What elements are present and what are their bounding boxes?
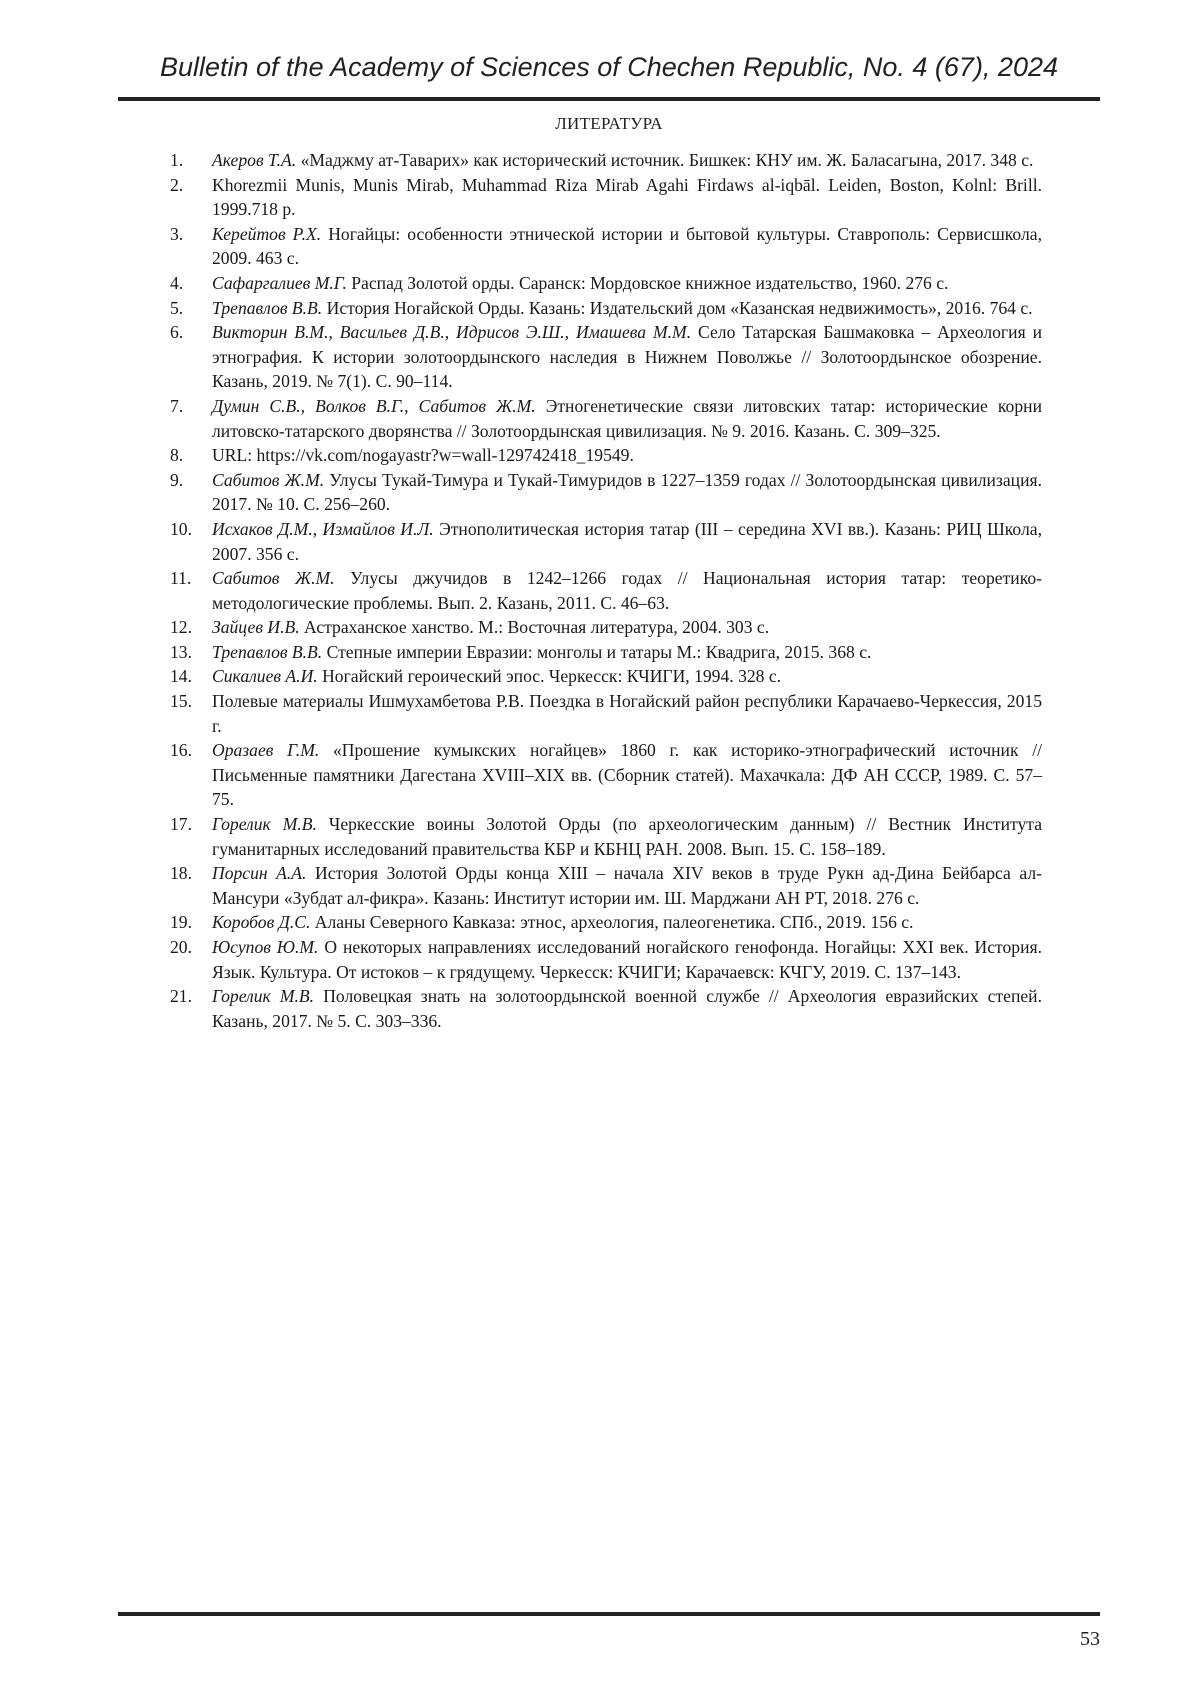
reference-text: Ногайцы: особенности этнической истории и бытовой культуры. Ставрополь: Сервисшкола, 2009. 463 с. bbox=[212, 223, 1042, 269]
reference-body bbox=[212, 320, 1042, 394]
reference-author: Горелик М.В. bbox=[212, 814, 317, 835]
reference-text: О некоторых направлениях исследований ногайского генофонда. Ногайцы: XXI век. История. Язык. Культура. От истоков – к грядущему. Черкесск: КЧИГИ; Карачаевск: КЧГУ, 2019. С. 137–143. bbox=[212, 937, 1042, 982]
reference-author: Порсин А.А. bbox=[212, 863, 307, 884]
journal-title: Bulletin of the Academy of Sciences of Chechen Republic, No. 4 (67), 2024 bbox=[159, 52, 1058, 82]
reference-body bbox=[212, 640, 1042, 665]
reference-text: Khorezmii Munis, Munis Mirab, Muhammad Riza Mirab Agahi Firdaws al-iqbāl. Leiden, Boston, Kolnl: Brill. 1999.718 p. bbox=[212, 174, 1042, 220]
section-title: ЛИТЕРАТУРА bbox=[555, 114, 663, 133]
reference-body bbox=[212, 812, 1042, 861]
reference-text: Аланы Северного Кавказа: этнос, археология, палеогенетика. СПб., 2019. 156 с. bbox=[314, 912, 914, 933]
reference-item bbox=[170, 861, 1042, 910]
reference-item bbox=[170, 222, 1042, 271]
reference-body bbox=[212, 935, 1042, 984]
reference-item bbox=[170, 910, 1042, 935]
reference-item bbox=[170, 148, 1042, 173]
reference-body bbox=[212, 296, 1042, 321]
reference-text: Распад Золотой орды. Саранск: Мордовское книжное издательство, 1960. 276 с. bbox=[351, 272, 949, 293]
reference-number: 21. bbox=[170, 986, 192, 1007]
reference-body bbox=[212, 615, 1042, 640]
reference-text: История Ногайской Орды. Казань: Издательский дом «Казанская недвижимость», 2016. 764 с. bbox=[326, 297, 1033, 318]
reference-author: Думин С.В., Волков В.Г., Сабитов Ж.М. bbox=[212, 395, 536, 416]
reference-text: Ногайский героический эпос. Черкесск: КЧИГИ, 1994. 328 с. bbox=[322, 666, 782, 687]
reference-author: Зайцев И.В. bbox=[212, 617, 300, 638]
reference-author: Сабитов Ж.М. bbox=[212, 469, 325, 490]
reference-text: Половецкая знать на золотоордынской военной службе // Археология евразийских степей. Казань, 2017. № 5. С. 303–336. bbox=[212, 986, 1042, 1031]
reference-body bbox=[212, 566, 1042, 615]
reference-number: 2. bbox=[170, 174, 184, 195]
reference-author: Трепавлов В.В. bbox=[212, 641, 323, 662]
reference-item bbox=[170, 984, 1042, 1033]
reference-body bbox=[212, 738, 1042, 812]
reference-body bbox=[212, 910, 1042, 935]
reference-number: 11. bbox=[170, 568, 192, 589]
reference-text: Улусы джучидов в 1242–1266 годах // Национальная история татар: теоретико-методологические проблемы. Вып. 2. Казань, 2011. С. 46–63. bbox=[212, 568, 1043, 613]
reference-item bbox=[170, 320, 1042, 394]
page-number: 53 bbox=[1080, 1628, 1100, 1650]
reference-number: 9. bbox=[170, 469, 184, 490]
reference-number: 14. bbox=[170, 666, 192, 687]
reference-author: Керейтов Р.Х. bbox=[212, 223, 322, 244]
reference-body bbox=[212, 861, 1042, 910]
reference-body bbox=[212, 984, 1042, 1033]
reference-number: 20. bbox=[170, 937, 192, 957]
reference-number: 4. bbox=[170, 272, 184, 293]
reference-body bbox=[212, 468, 1042, 517]
reference-text: Село Татарская Башмаковка – Археология и этнография. К истории золотоордынского наследия в Нижнем Поволжье // Золотоордынское обозрение. Казань, 2019. № 7(1). С. 90–114. bbox=[212, 322, 1042, 392]
reference-number: 19. bbox=[170, 912, 192, 933]
reference-author: Коробов Д.С. bbox=[212, 912, 311, 933]
reference-item bbox=[170, 517, 1042, 566]
reference-number: 12. bbox=[170, 617, 192, 638]
reference-text: Полевые материалы Ишмухамбетова Р.В. Поездка в Ногайский район республики Карачаево-Черкессия, 2015 г. bbox=[212, 691, 1042, 736]
reference-number: 17. bbox=[170, 814, 192, 835]
reference-item bbox=[170, 640, 1042, 665]
reference-item bbox=[170, 664, 1042, 689]
reference-item bbox=[170, 738, 1042, 812]
reference-text: История Золотой Орды конца XIII – начала XIV веков в труде Рукн ад-Дина Бейбарса ал-Мансури «Зубдат ал-фикра». Казань: Институт истории им. Ш. Марджани АН РТ, 2018. 276 с. bbox=[212, 863, 1042, 908]
reference-item bbox=[170, 296, 1042, 321]
reference-item bbox=[170, 689, 1042, 738]
reference-body bbox=[212, 664, 1042, 689]
reference-item bbox=[170, 812, 1042, 861]
reference-item bbox=[170, 443, 1042, 468]
reference-number: 18. bbox=[170, 863, 192, 884]
reference-item bbox=[170, 173, 1042, 222]
reference-number: 15. bbox=[170, 691, 192, 712]
reference-item bbox=[170, 271, 1042, 296]
reference-text: Степные империи Евразии: монголы и татары М.: Квадрига, 2015. 368 с. bbox=[326, 641, 872, 662]
reference-author: Оразаев Г.М. bbox=[212, 740, 320, 761]
reference-author: Исхаков Д.М., Измайлов И.Л. bbox=[212, 518, 434, 539]
reference-number: 3. bbox=[170, 223, 184, 244]
footer-rule bbox=[118, 1612, 1100, 1616]
reference-text: Этногенетические связи литовских татар: исторические корни литовско-татарского дворянства // Золотоордынская цивилизация. № 9. 2016. Казань. С. 309–325. bbox=[212, 395, 1042, 441]
reference-body bbox=[212, 394, 1042, 443]
reference-author: Сабитов Ж.М. bbox=[212, 568, 335, 589]
reference-text: «Маджму ат-Таварих» как исторический источник. Бишкек: КНУ им. Ж. Баласагына, 2017. 348 с. bbox=[300, 150, 1034, 170]
reference-body bbox=[212, 517, 1042, 566]
reference-number: 10. bbox=[170, 518, 192, 539]
reference-text: «Прошение кумыкских ногайцев» 1860 г. как историко-этнографический источник // Письменные памятники Дагестана XVIII–XIX вв. (Сборник статей). Махачкала: ДФ АН СССР, 1989. С. 57–75. bbox=[212, 740, 1042, 810]
reference-author: Горелик М.В. bbox=[212, 986, 315, 1007]
reference-number: 7. bbox=[170, 395, 184, 416]
reference-body bbox=[212, 173, 1042, 222]
reference-number: 16. bbox=[170, 740, 192, 761]
reference-body bbox=[212, 443, 1042, 468]
reference-number: 13. bbox=[170, 641, 192, 662]
reference-text: URL: https://vk.com/nogayastr?w=wall-129742418_19549. bbox=[212, 445, 634, 466]
reference-item bbox=[170, 935, 1042, 984]
reference-text: Улусы Тукай-Тимура и Тукай-Тимуридов в 1227–1359 годах // Золотоордынская цивилизация. 2017. № 10. С. 256–260. bbox=[212, 469, 1043, 515]
reference-number: 1. bbox=[170, 150, 184, 170]
reference-body bbox=[212, 222, 1042, 271]
reference-number: 5. bbox=[170, 297, 184, 318]
reference-number: 8. bbox=[170, 445, 184, 466]
reference-body bbox=[212, 689, 1042, 738]
header-rule bbox=[118, 97, 1100, 101]
reference-number: 6. bbox=[170, 322, 184, 343]
reference-list bbox=[170, 148, 1042, 1033]
reference-author: Юсупов Ю.М. bbox=[212, 937, 319, 957]
reference-item bbox=[170, 615, 1042, 640]
reference-author: Викторин В.М., Васильев Д.В., Идрисов Э.Ш., Имашева М.М. bbox=[212, 322, 692, 343]
reference-text: Этнополитическая история татар (III – середина XVI вв.). Казань: РИЦ Школа, 2007. 356 с. bbox=[212, 518, 1042, 564]
reference-author: Сикалиев А.И. bbox=[212, 666, 318, 687]
reference-author: Трепавлов В.В. bbox=[212, 297, 323, 318]
reference-text: Астраханское ханство. М.: Восточная литература, 2004. 303 с. bbox=[304, 617, 770, 638]
reference-author: Акеров Т.А. bbox=[212, 150, 297, 170]
reference-author: Сафаргалиев М.Г. bbox=[212, 272, 347, 293]
reference-item bbox=[170, 394, 1042, 443]
reference-body bbox=[212, 271, 1042, 296]
reference-body bbox=[212, 148, 1042, 173]
reference-text: Черкесские воины Золотой Орды (по археологическим данным) // Вестник Института гуманитарных исследований правительства КБР и КБНЦ РАН. 2008. Вып. 15. С. 158–189. bbox=[212, 814, 1043, 859]
reference-item bbox=[170, 468, 1042, 517]
reference-item bbox=[170, 566, 1042, 615]
